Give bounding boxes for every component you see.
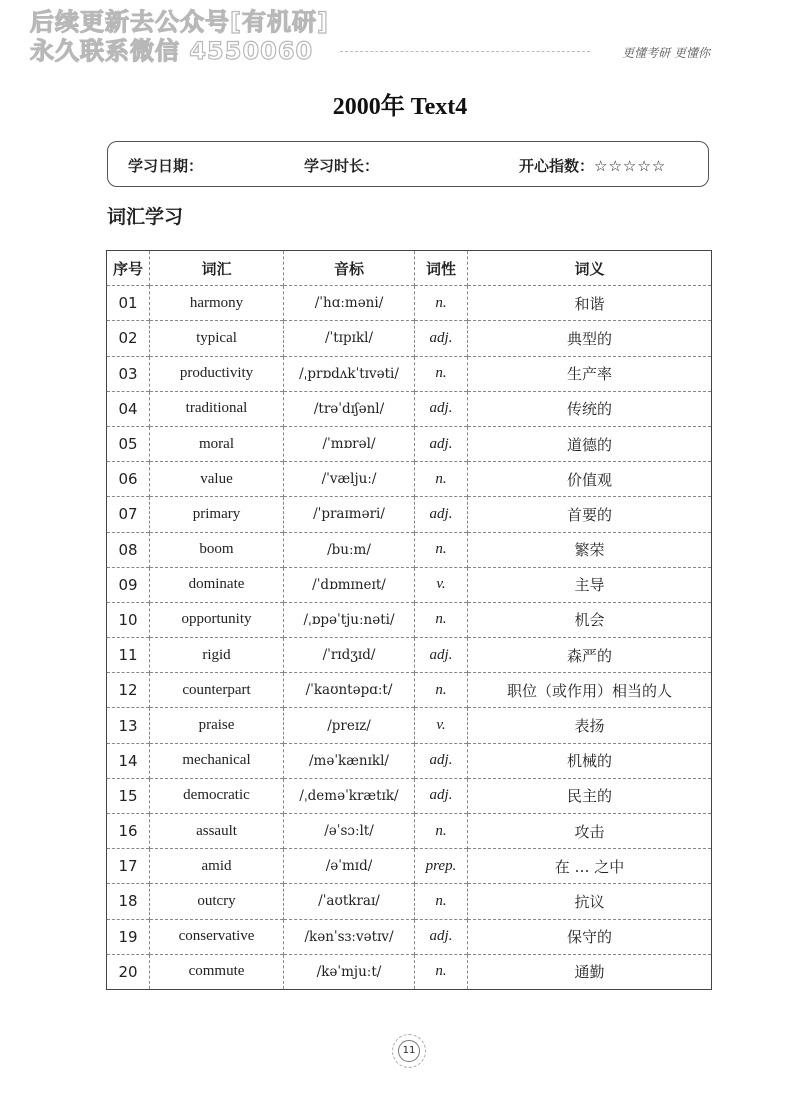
row-index: 12 [107,673,150,708]
row-phonetic: /ˈpraɪməri/ [284,497,415,532]
row-word: boom [150,532,284,567]
row-meaning: 道德的 [468,426,712,461]
row-index: 08 [107,532,150,567]
vocabulary-table [106,250,712,990]
row-phonetic: /kəˈmjuːt/ [284,954,415,989]
row-part-of-speech: adj. [415,743,468,778]
row-meaning: 典型的 [468,321,712,356]
table-row [107,391,712,426]
row-phonetic: /ˈhɑːməni/ [284,286,415,321]
row-phonetic: /ˈdɒmɪneɪt/ [284,567,415,602]
row-word: commute [150,954,284,989]
row-meaning: 表扬 [468,708,712,743]
row-index: 01 [107,286,150,321]
row-word: typical [150,321,284,356]
row-meaning: 保守的 [468,919,712,954]
row-part-of-speech: v. [415,708,468,743]
row-phonetic: /ˈkaʊntəpɑːt/ [284,673,415,708]
row-part-of-speech: adj. [415,497,468,532]
row-word: amid [150,849,284,884]
study-info-box [107,141,709,187]
row-phonetic: /ˈtɪpɪkl/ [284,321,415,356]
row-meaning: 繁荣 [468,532,712,567]
header-word: 词汇 [150,251,284,286]
row-index: 09 [107,567,150,602]
row-phonetic: /ˌɒpəˈtjuːnəti/ [284,602,415,637]
row-word: opportunity [150,602,284,637]
row-phonetic: /məˈkænɪkl/ [284,743,415,778]
row-part-of-speech: n. [415,884,468,919]
row-index: 10 [107,602,150,637]
row-phonetic: /kənˈsɜːvətɪv/ [284,919,415,954]
table-row [107,532,712,567]
header-index: 序号 [112,259,143,278]
row-word: praise [150,708,284,743]
row-index: 15 [107,778,150,813]
row-phonetic: /ˈvæljuː/ [284,462,415,497]
row-part-of-speech: adj. [415,321,468,356]
row-index: 05 [107,426,150,461]
row-meaning: 机会 [468,602,712,637]
row-word: assault [150,814,284,849]
row-part-of-speech: n. [415,673,468,708]
row-part-of-speech: v. [415,567,468,602]
row-phonetic: /ˈrɪdʒɪd/ [284,638,415,673]
row-meaning: 在 … 之中 [468,849,712,884]
table-row [107,673,712,708]
row-part-of-speech: adj. [415,778,468,813]
table-row [107,919,712,954]
table-row [107,849,712,884]
header-divider [340,51,590,52]
table-header-row [107,251,712,286]
row-part-of-speech: adj. [415,638,468,673]
row-phonetic: /əˈmɪd/ [284,849,415,884]
row-word: rigid [150,638,284,673]
row-meaning: 主导 [468,567,712,602]
row-meaning: 通勤 [468,954,712,989]
table-row [107,638,712,673]
table-row [107,567,712,602]
row-phonetic: /ˌdeməˈkrætɪk/ [284,778,415,813]
row-phonetic: /preɪz/ [284,708,415,743]
row-part-of-speech: n. [415,356,468,391]
row-phonetic: /buːm/ [284,532,415,567]
row-index: 18 [107,884,150,919]
row-meaning: 民主的 [468,778,712,813]
row-index: 03 [107,356,150,391]
row-index: 20 [107,954,150,989]
happiness-label: 开心指数： [519,157,595,175]
row-index: 16 [107,814,150,849]
row-word: value [150,462,284,497]
row-word: productivity [150,356,284,391]
table-row [107,954,712,989]
study-date-label: 学习日期： [128,157,204,175]
table-row [107,884,712,919]
row-part-of-speech: n. [415,286,468,321]
row-part-of-speech: adj. [415,919,468,954]
row-part-of-speech: n. [415,602,468,637]
row-meaning: 攻击 [468,814,712,849]
table-row [107,356,712,391]
table-row [107,814,712,849]
row-part-of-speech: prep. [415,849,468,884]
header-phonetic: 音标 [284,251,415,286]
row-word: primary [150,497,284,532]
row-meaning: 机械的 [468,743,712,778]
row-word: outcry [150,884,284,919]
table-row [107,778,712,813]
row-phonetic: /ˌprɒdʌkˈtɪvəti/ [284,356,415,391]
row-index: 02 [107,321,150,356]
row-part-of-speech: n. [415,954,468,989]
row-part-of-speech: adj. [415,391,468,426]
row-part-of-speech: n. [415,462,468,497]
watermark [30,8,329,66]
row-index: 06 [107,462,150,497]
star-rating[interactable]: ☆☆☆☆☆ [594,157,667,175]
page-title: 2000年 Text4 [332,94,468,120]
table-row [107,286,712,321]
row-part-of-speech: n. [415,814,468,849]
row-index: 07 [107,497,150,532]
page-number: 11 [398,1040,420,1062]
table-row [107,602,712,637]
row-index: 14 [107,743,150,778]
row-index: 11 [107,638,150,673]
row-word: traditional [150,391,284,426]
row-index: 04 [107,391,150,426]
row-meaning: 抗议 [468,884,712,919]
table-row [107,321,712,356]
row-phonetic: /ˈmɒrəl/ [284,426,415,461]
row-word: counterpart [150,673,284,708]
row-meaning: 传统的 [468,391,712,426]
table-row [107,708,712,743]
table-row [107,426,712,461]
watermark-line-1: 后续更新去公众号[有机研] [30,8,329,36]
row-phonetic: /ˈaʊtkraɪ/ [284,884,415,919]
row-meaning: 生产率 [468,356,712,391]
section-title: 词汇学习 [107,206,184,228]
row-index: 13 [107,708,150,743]
row-index: 19 [107,919,150,954]
row-part-of-speech: adj. [415,426,468,461]
row-word: mechanical [150,743,284,778]
row-word: democratic [150,778,284,813]
header-meaning: 词义 [468,251,712,286]
study-duration-label: 学习时长： [304,157,380,175]
header-slogan: 更懂考研 更懂你 [622,46,710,60]
row-index: 17 [107,849,150,884]
table-row [107,497,712,532]
row-word: harmony [150,286,284,321]
row-part-of-speech: n. [415,532,468,567]
row-phonetic: /əˈsɔːlt/ [284,814,415,849]
table-row [107,462,712,497]
row-phonetic: /trəˈdɪʃənl/ [284,391,415,426]
row-meaning: 价值观 [468,462,712,497]
happiness-index [519,155,666,176]
row-word: moral [150,426,284,461]
header-part-of-speech: 词性 [415,251,468,286]
watermark-line-2: 永久联系微信 4550060 [30,37,314,65]
row-meaning: 首要的 [468,497,712,532]
table-row [107,743,712,778]
row-word: conservative [150,919,284,954]
row-meaning: 职位（或作用）相当的人 [468,673,712,708]
row-word: dominate [150,567,284,602]
row-meaning: 森严的 [468,638,712,673]
row-meaning: 和谐 [468,286,712,321]
